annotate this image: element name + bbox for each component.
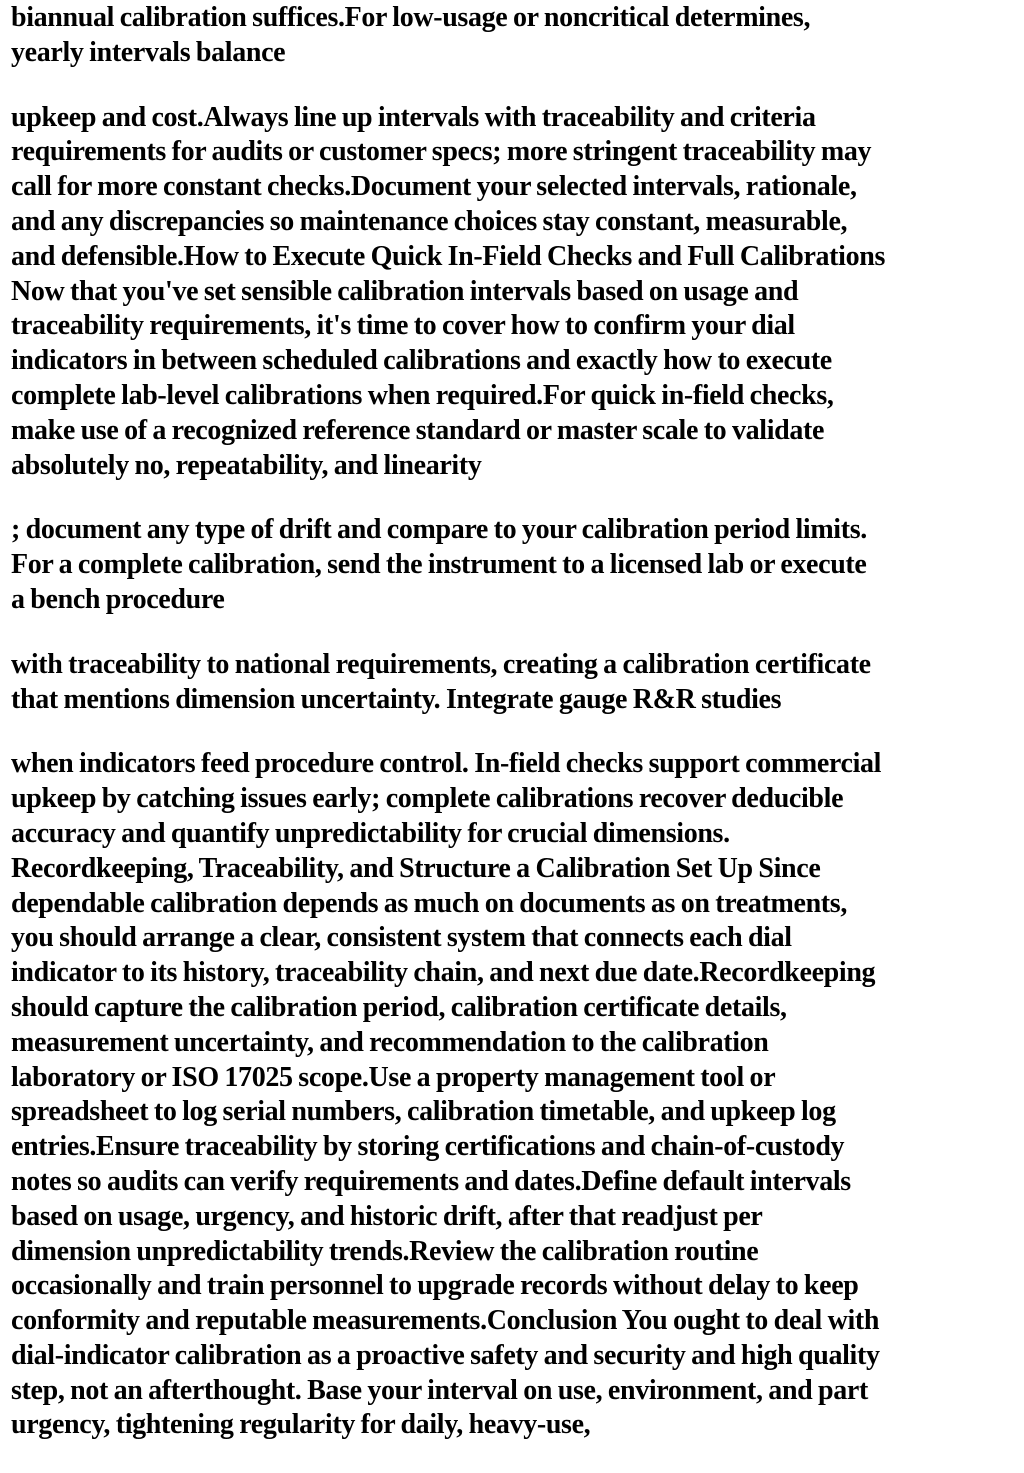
paragraph-2: upkeep and cost.Always line up intervals with traceability and criteria requirements for audits or customer specs; more stringent traceability may call for more constant checks.Document your selected intervals, rationale, and any discrepancies so maintenance choices stay constant, measurable, and defensible.How to Execute Quick In-Field Checks and Full Calibrations Now that you've set sensible calibration intervals based on usage and traceability requirements, it's time to cover how to confirm your dial indicators in between scheduled calibrations and exactly how to execute complete lab-level calibrations when required.For quick in-field checks, make use of a recognized reference standard or master scale to validate absolutely no, repeatability, and linearity (11, 101, 885, 481)
paragraph-4: with traceability to national requirements, creating a calibration certificate that mentions dimension uncertainty. Integrate gauge R&R studies (11, 648, 871, 715)
paragraph-5: when indicators feed procedure control. In-field checks support commercial upkeep by catching issues early; complete calibrations recover deducible accuracy and quantify unpredictability for crucial dimensions. Recordkeeping, Traceability, and Structure a Calibration Set Up Since dependable calibration depends as much on documents as on treatments, you should arrange a clear, consistent system that connects each dial indicator to its history, traceability chain, and next due date.Recordkeeping should capture the calibration period, calibration certificate details, measurement uncertainty, and recommendation to the calibration laboratory or ISO 17025 scope.Use a property management tool or spreadsheet to log serial numbers, calibration timetable, and upkeep log entries.Ensure traceability by storing certifications and chain-of-custody notes so audits can verify requirements and dates.Define default intervals based on usage, urgency, and historic drift, after that readjust per dimension unpredictability trends.Review the calibration routine occasionally and train personnel to upgrade records without delay to keep conformity and reputable measurements.Conclusion You ought to deal with dial-indicator calibration as a proactive safety and security and high quality step, not an afterthought. Base your interval on use, environment, and part urgency, tightening regularity for daily, heavy-use, (11, 748, 882, 1441)
document-body (11, 0, 1021, 1473)
paragraph-3: ; document any type of drift and compare to your calibration period limits. For a complete calibration, send the instrument to a licensed lab or execute a bench procedure (11, 514, 867, 615)
paragraph-1: biannual calibration suffices.For low-usage or noncritical determines, yearly intervals balance (11, 2, 811, 68)
